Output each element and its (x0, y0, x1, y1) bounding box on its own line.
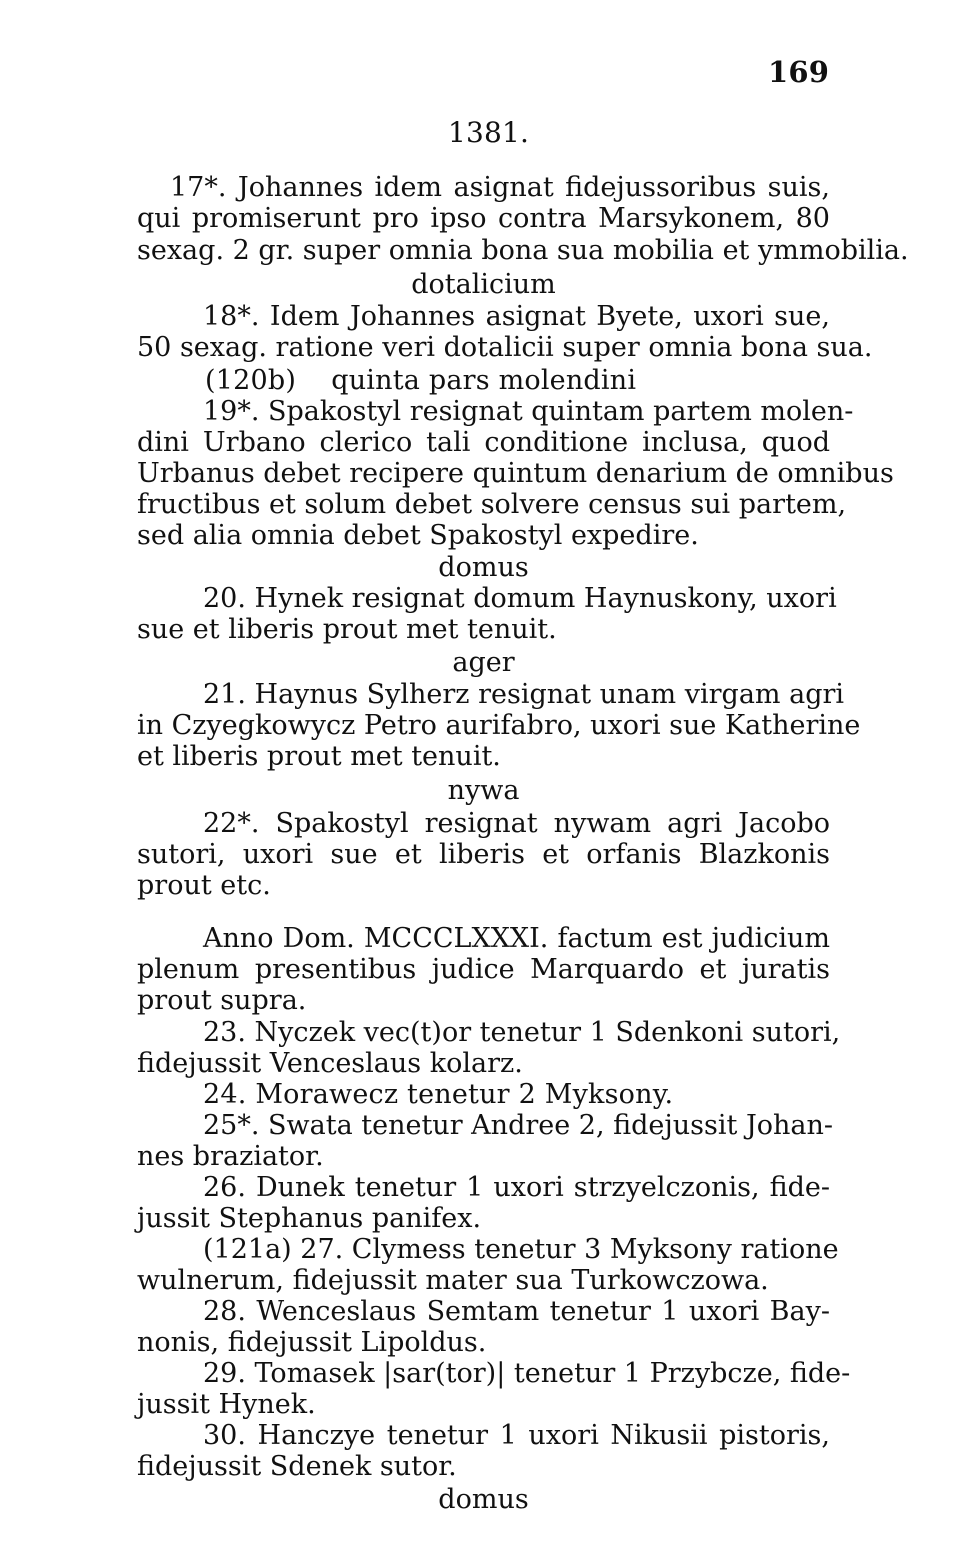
session-heading-line-2: plenum presentibus judice Marquardo et juratis (137, 954, 830, 985)
entry-19-line-1: 19*. Spakostyl resignat quintam partem molen- (203, 396, 854, 427)
marginal-heading-domus-2: domus (438, 1484, 529, 1515)
entry-27-line-2: wulnerum, fidejussit mater sua Turkowczowa. (137, 1265, 769, 1296)
entry-21-line-3: et liberis prout met tenuit. (137, 741, 501, 772)
marginal-heading-molendini: (120b) quinta pars molendini (205, 365, 637, 396)
session-heading-line-3: prout supra. (137, 985, 307, 1016)
entry-24: 24. Morawecz tenetur 2 Myksony. (203, 1079, 674, 1110)
entry-26-line-2: jussit Stephanus panifex. (137, 1203, 482, 1234)
entry-19-line-4: fructibus et solum debet solvere census sui partem, (137, 489, 847, 520)
entry-27-line-1: (121a) 27. Clymess tenetur 3 Myksony ratione (203, 1234, 839, 1265)
entry-21-line-2: in Czyegkowycz Petro aurifabro, uxori sue Katherine (137, 710, 861, 741)
entry-19-line-5: sed alia omnia debet Spakostyl expedire. (137, 520, 699, 551)
entry-29-line-1: 29. Tomasek |sar(tor)| tenetur 1 Przybcze, fide- (203, 1358, 851, 1389)
entry-23-line-1: 23. Nyczek vec(t)or tenetur 1 Sdenkoni sutori, (203, 1017, 841, 1048)
entry-17-line-3: sexag. 2 gr. super omnia bona sua mobilia et ymmobilia. (137, 235, 909, 266)
entry-19-line-3: Urbanus debet recipere quintum denarium de omnibus (137, 458, 894, 489)
entry-20-line-1: 20. Hynek resignat domum Haynuskony, uxori (203, 583, 837, 614)
entry-28-line-2: nonis, fidejussit Lipoldus. (137, 1327, 487, 1358)
session-heading-line-1: Anno Dom. MCCCLXXXI. factum est judicium (203, 923, 830, 954)
entry-25-line-1: 25*. Swata tenetur Andree 2, fidejussit Johan- (203, 1110, 834, 1141)
entry-19-line-2: dini Urbano clerico tali conditione inclusa, quod (137, 427, 830, 458)
marginal-heading-ager: ager (452, 647, 515, 678)
entry-25-line-2: nes braziator. (137, 1141, 324, 1172)
entry-22-line-1: 22*. Spakostyl resignat nywam agri Jacobo (203, 808, 830, 839)
entry-28-line-1: 28. Wenceslaus Semtam tenetur 1 uxori Bay- (203, 1296, 830, 1327)
entry-29-line-2: jussit Hynek. (137, 1389, 316, 1420)
marginal-heading-domus-1: domus (438, 552, 529, 583)
entry-18-line-1: 18*. Idem Johannes asignat Byete, uxori sue, (203, 301, 830, 332)
entry-22-line-2: sutori, uxori sue et liberis et orfanis Blazkonis (137, 839, 830, 870)
entry-17-line-2: qui promiserunt pro ipso contra Marsykonem, 80 (137, 203, 830, 234)
entry-20-line-2: sue et liberis prout met tenuit. (137, 614, 557, 645)
marginal-heading-nywa: nywa (447, 775, 520, 806)
entry-21-line-1: 21. Haynus Sylherz resignat unam virgam agri (203, 679, 845, 710)
entry-30-line-1: 30. Hanczye tenetur 1 uxori Nikusii pistoris, (203, 1420, 830, 1451)
entry-30-line-2: fidejussit Sdenek sutor. (137, 1451, 457, 1482)
marginal-heading-dotalicium: dotalicium (411, 269, 556, 300)
page-number: 169 (768, 55, 830, 89)
entry-23-line-2: fidejussit Venceslaus kolarz. (137, 1048, 523, 1079)
entry-17-line-1: 17*. Johannes idem asignat fidejussoribus suis, (170, 172, 830, 203)
entry-22-line-3: prout etc. (137, 870, 271, 901)
entry-18-line-2: 50 sexag. ratione veri dotalicii super omnia bona sua. (137, 332, 873, 363)
entry-26-line-1: 26. Dunek tenetur 1 uxori strzyelczonis, fide- (203, 1172, 830, 1203)
year-heading: 1381. (448, 116, 530, 149)
